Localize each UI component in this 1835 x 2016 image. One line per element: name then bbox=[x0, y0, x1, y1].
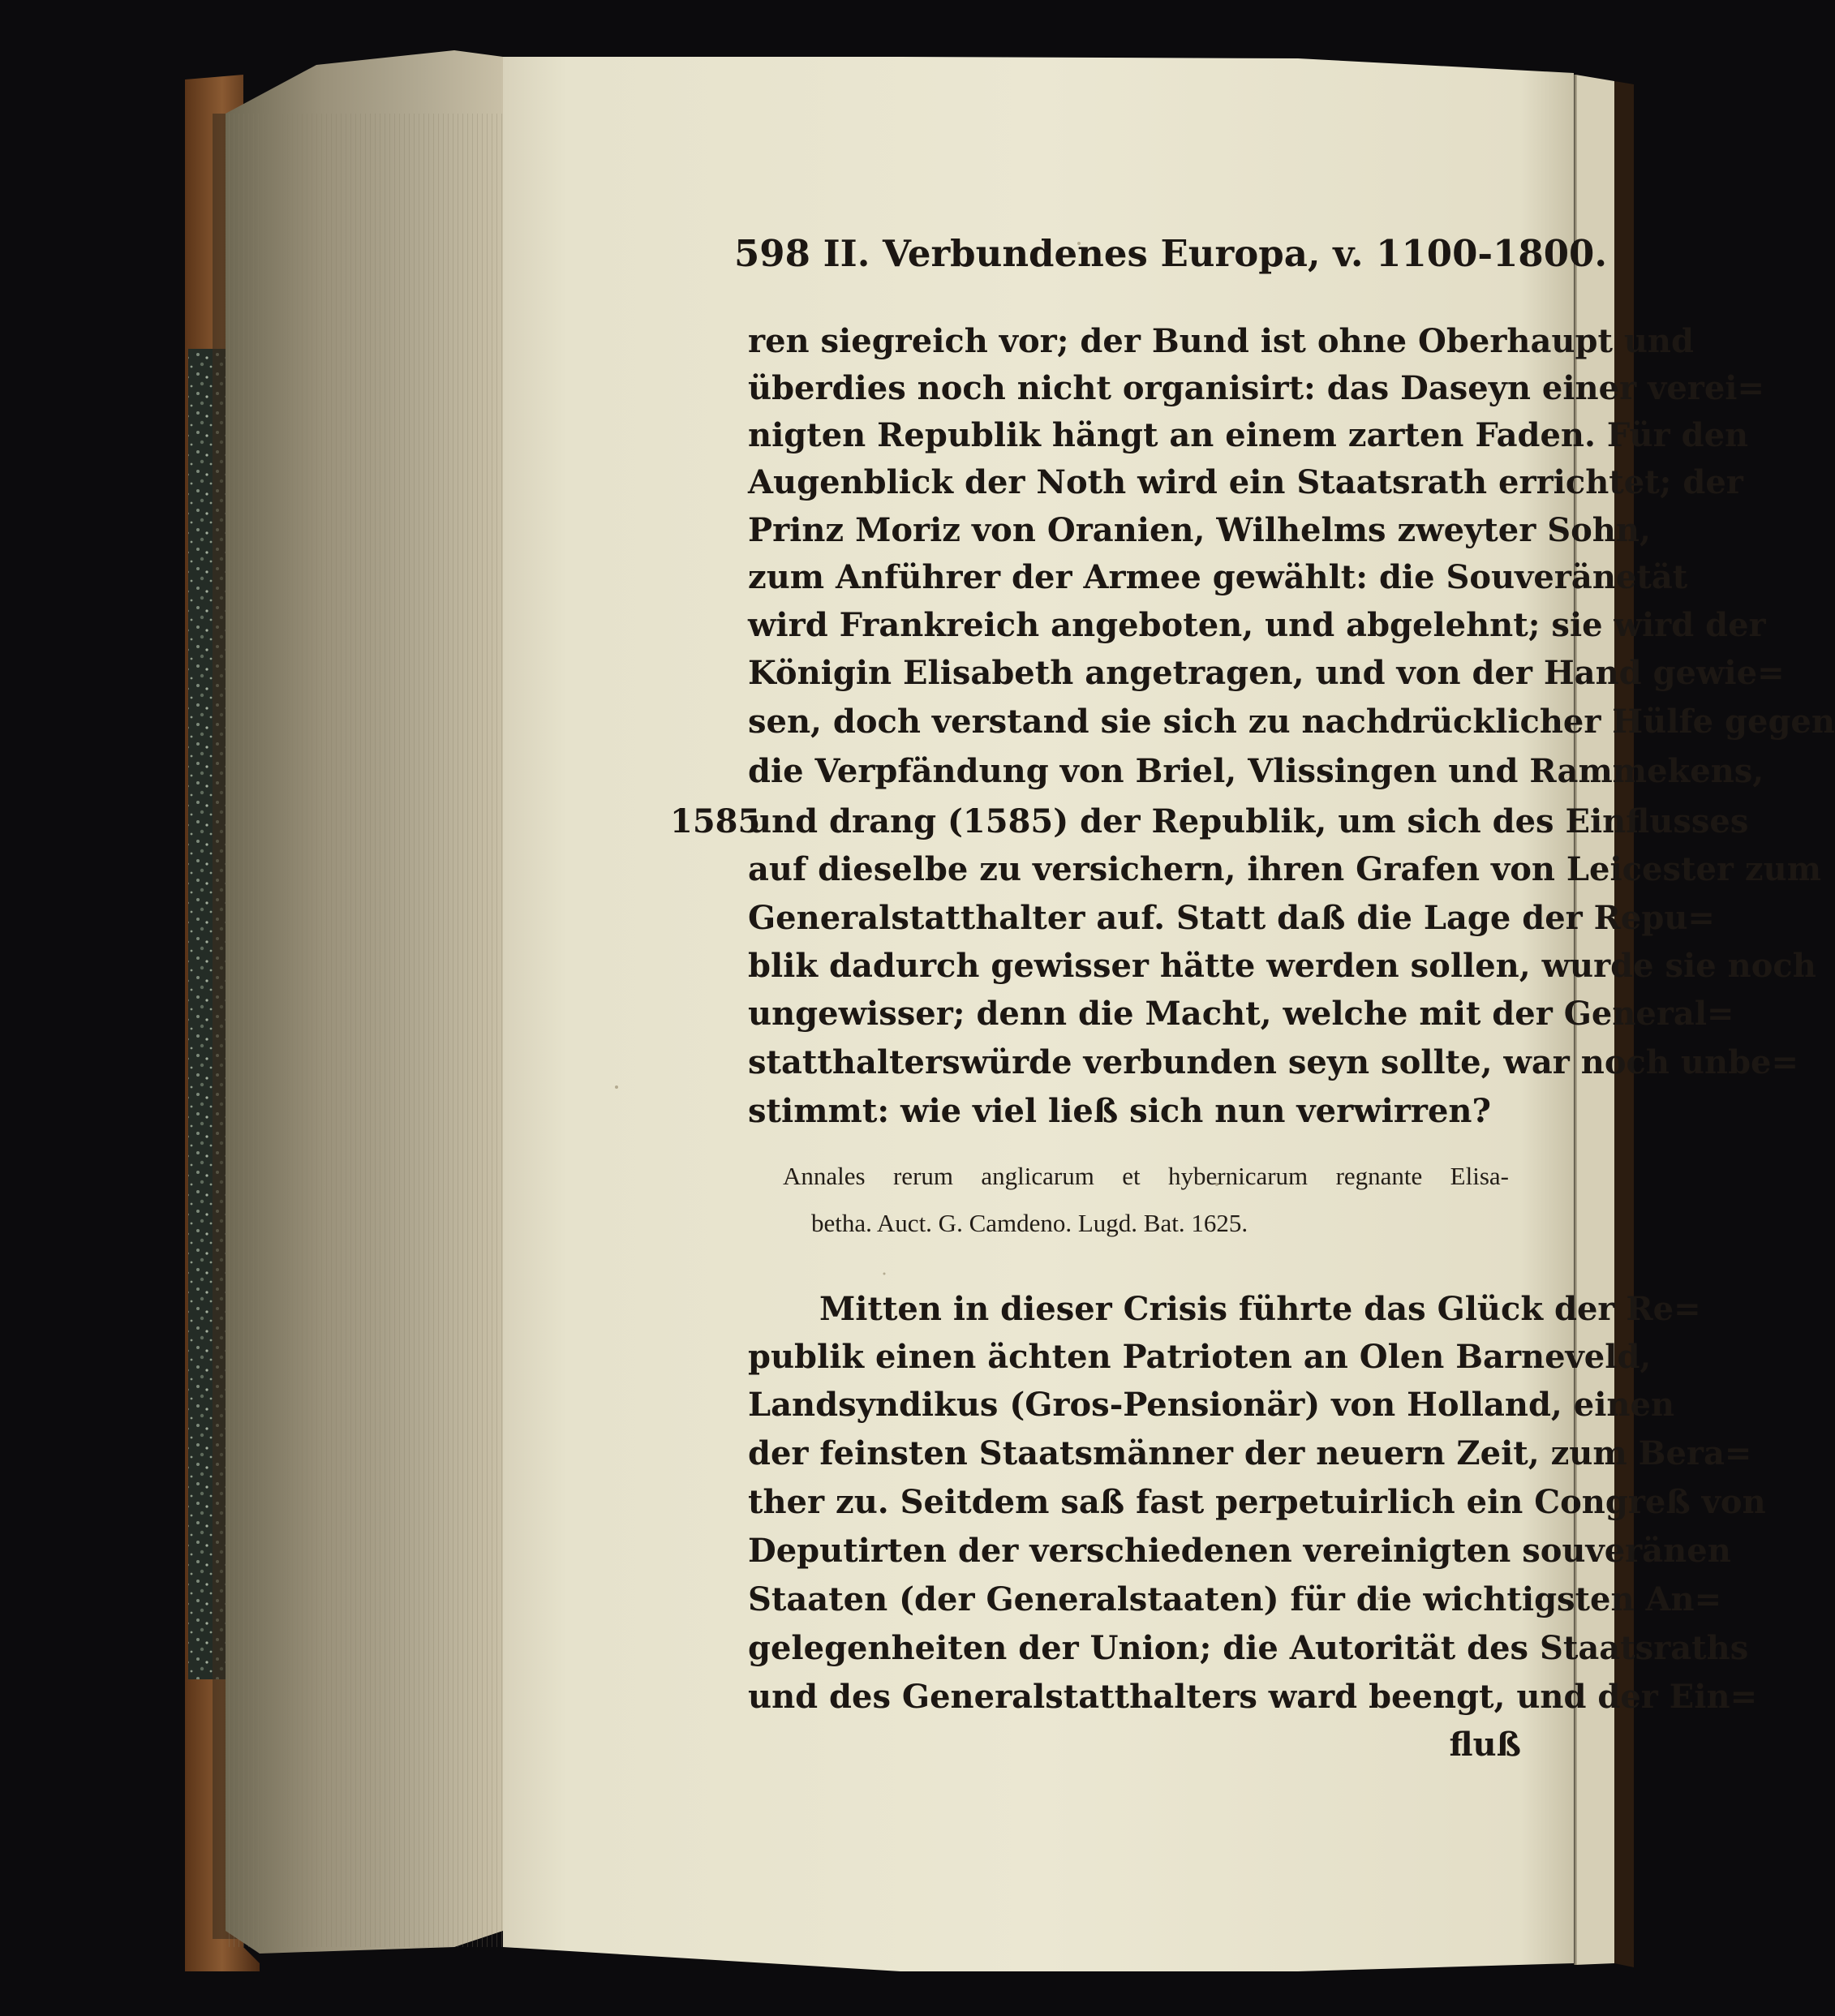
text-line: wird Frankreich angeboten, und abgelehnt; sie wird der bbox=[748, 606, 1766, 644]
text-line: und des Generalstatthalters ward beengt, und der Ein= bbox=[748, 1678, 1758, 1716]
text-line: Deputirten der verschiedenen vereinigten souveränen bbox=[748, 1532, 1731, 1570]
catchword: fluß bbox=[1449, 1726, 1521, 1764]
text-line: die Verpfändung von Briel, Vlissingen und Rammekens, bbox=[748, 752, 1764, 790]
citation-note: betha. Auct. G. Camdeno. Lugd. Bat. 1625. bbox=[811, 1209, 1248, 1237]
text-line: Staaten (der Generalstaaten) für die wichtigsten An= bbox=[748, 1580, 1722, 1618]
text-line: ren siegreich vor; der Bund ist ohne Oberhaupt und bbox=[748, 322, 1694, 360]
text-line: und drang (1585) der Republik, um sich des Einflusses bbox=[748, 802, 1749, 840]
text-line: Landsyndikus (Gros-Pensionär) von Holland, einen bbox=[748, 1386, 1675, 1424]
margin-year-note: 1585 bbox=[670, 802, 761, 840]
text-line: Augenblick der Noth wird ein Staatsrath errichtet; der bbox=[748, 463, 1743, 501]
text-line: zum Anführer der Armee gewählt: die Souveränetät bbox=[748, 558, 1688, 596]
running-header: 598 II. Verbundenes Europa, v. 1100-1800. bbox=[734, 232, 1607, 275]
text-line: gelegenheiten der Union; die Autorität des Staatsraths bbox=[748, 1629, 1749, 1667]
text-line: sen, doch verstand sie sich zu nachdrücklicher Hülfe gegen bbox=[748, 703, 1835, 741]
text-line: überdies noch nicht organisirt: das Daseyn einer verei= bbox=[748, 369, 1765, 407]
text-line: Prinz Moriz von Oranien, Wilhelms zweyter Sohn, bbox=[748, 511, 1651, 549]
text-line: blik dadurch gewisser hätte werden sollen, wurde sie noch bbox=[748, 947, 1816, 985]
text-line: Mitten in dieser Crisis führte das Glück der Re= bbox=[819, 1290, 1701, 1328]
text-line: Generalstatthalter auf. Statt daß die Lage der Repu= bbox=[748, 899, 1715, 937]
text-line: publik einen ächten Patrioten an Olen Barneveld, bbox=[748, 1338, 1652, 1376]
text-line: Königin Elisabeth angetragen, und von der Hand gewie= bbox=[748, 654, 1785, 692]
text-line: nigten Republik hängt an einem zarten Faden. Für den bbox=[748, 416, 1749, 454]
text-line: ther zu. Seitdem saß fast perpetuirlich ein Congreß von bbox=[748, 1483, 1766, 1521]
text-line: der feinsten Staatsmänner der neuern Zeit, zum Bera= bbox=[748, 1434, 1752, 1472]
text-line: statthalterswürde verbunden seyn sollte, war noch unbe= bbox=[748, 1043, 1798, 1081]
citation-note: Annales rerum anglicarum et hybernicarum regnante Elisa- bbox=[783, 1162, 1509, 1190]
text-line: auf dieselbe zu versichern, ihren Grafen von Leicester zum bbox=[748, 850, 1822, 888]
text-line: ungewisser; denn die Macht, welche mit der General= bbox=[748, 995, 1734, 1033]
text-line: stimmt: wie viel ließ sich nun verwirren? bbox=[748, 1092, 1491, 1130]
